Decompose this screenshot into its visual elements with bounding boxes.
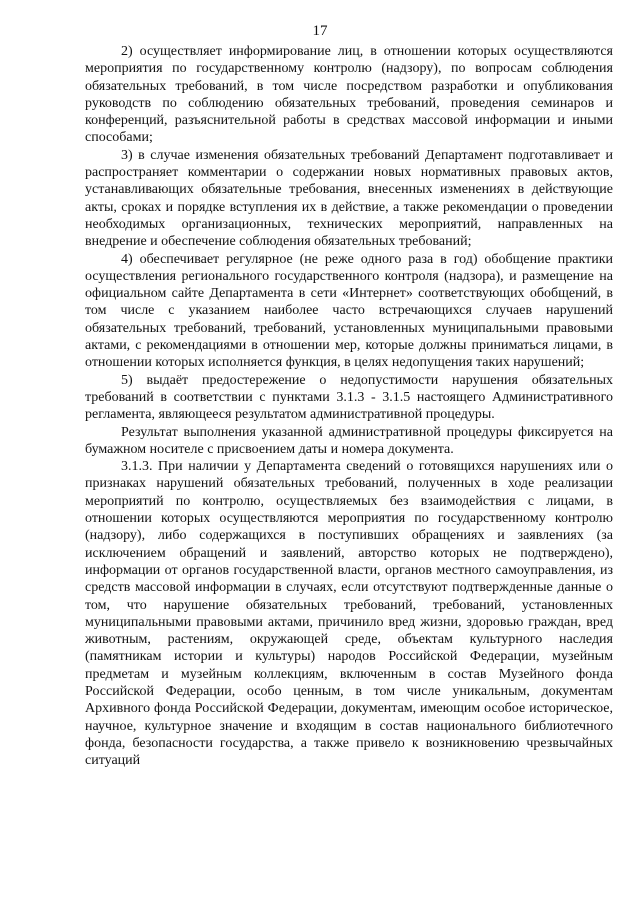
paragraph-3-1-3: 3.1.3. При наличии у Департамента сведений о готовящихся нарушениях или о признаках нарушений обязательных требований, полученных в ходе реализации мероприятий по контролю, осуществляемых без взаимодействия с лицами, в отношении которых осуществляются мероприятия по государственному контролю (надзору), либо содержащихся в поступивших обращениях и заявлениях (за исключением обращений и заявлений, авторство которых не подтверждено), информации от органов государственной власти, органов местного самоуправления, из средств массовой информации в случаях, если отсутствуют подтвержденные данные о том, что нарушение обязательных требований, требований, установленных муниципальными правовыми актами, причинило вред жизни, здоровью граждан, вред животным, растениям, окружающей среде, объектам культурного наследия (памятникам истории и культуры) народов Российской Федерации, музейным предметам и музейным коллекциям, включенным в состав Музейного фонда Российской Федерации, особо ценным, в том числе уникальным, документам Архивного фонда Российской Федерации, документам, имеющим особое историческое, научное, культурное значение и входящим в состав национального библиотечного фонда, безопасности государства, а также привело к возникновению чрезвычайных ситуаций [85, 459, 613, 769]
paragraph-procedure-result: Результат выполнения указанной административной процедуры фиксируется на бумажном носителе с присвоением даты и номера документа. [85, 424, 613, 457]
page-number: 17 [312, 23, 328, 39]
paragraph-item-5: 5) выдаёт предостережение о недопустимости нарушения обязательных требований в соответствии с пунктами 3.1.3 - 3.1.5 настоящего Административного регламента, являющееся результатом административной процедуры. [85, 372, 613, 423]
paragraph-item-2: 2) осуществляет информирование лиц, в отношении которых осуществляются мероприятия по государственному контролю (надзору), по вопросам соблюдения обязательных требований, в том числе посредством разработки и опубликования руководств по соблюдению обязательных требований, проведения семинаров и конференций, разъяснительной работы в средствах массовой информации и иными способами; [85, 44, 613, 146]
document-body [85, 43, 613, 769]
paragraph-item-4: 4) обеспечивает регулярное (не реже одного раза в год) обобщение практики осуществления регионального государственного контроля (надзора), и размещение на официальном сайте Департамента в сети «Интернет» соответствующих обобщений, в том числе с указанием наиболее часто встречающихся случаев нарушений обязательных требований, требований, установленных муниципальными правовыми актами, с рекомендациями в отношении мер, которые должны приниматься лицами, в отношении которых исполняется функция, в целях недопущения таких нарушений; [85, 251, 613, 371]
paragraph-item-3: 3) в случае изменения обязательных требований Департамент подготавливает и распространяет комментарии о содержании новых нормативных правовых актов, устанавливающих обязательные требования, внесенных изменениях в действующие акты, сроках и порядке вступления их в действие, а также рекомендации о проведении необходимых организационных, технических мероприятий, направленных на внедрение и обеспечение соблюдения обязательных требований; [85, 147, 613, 250]
